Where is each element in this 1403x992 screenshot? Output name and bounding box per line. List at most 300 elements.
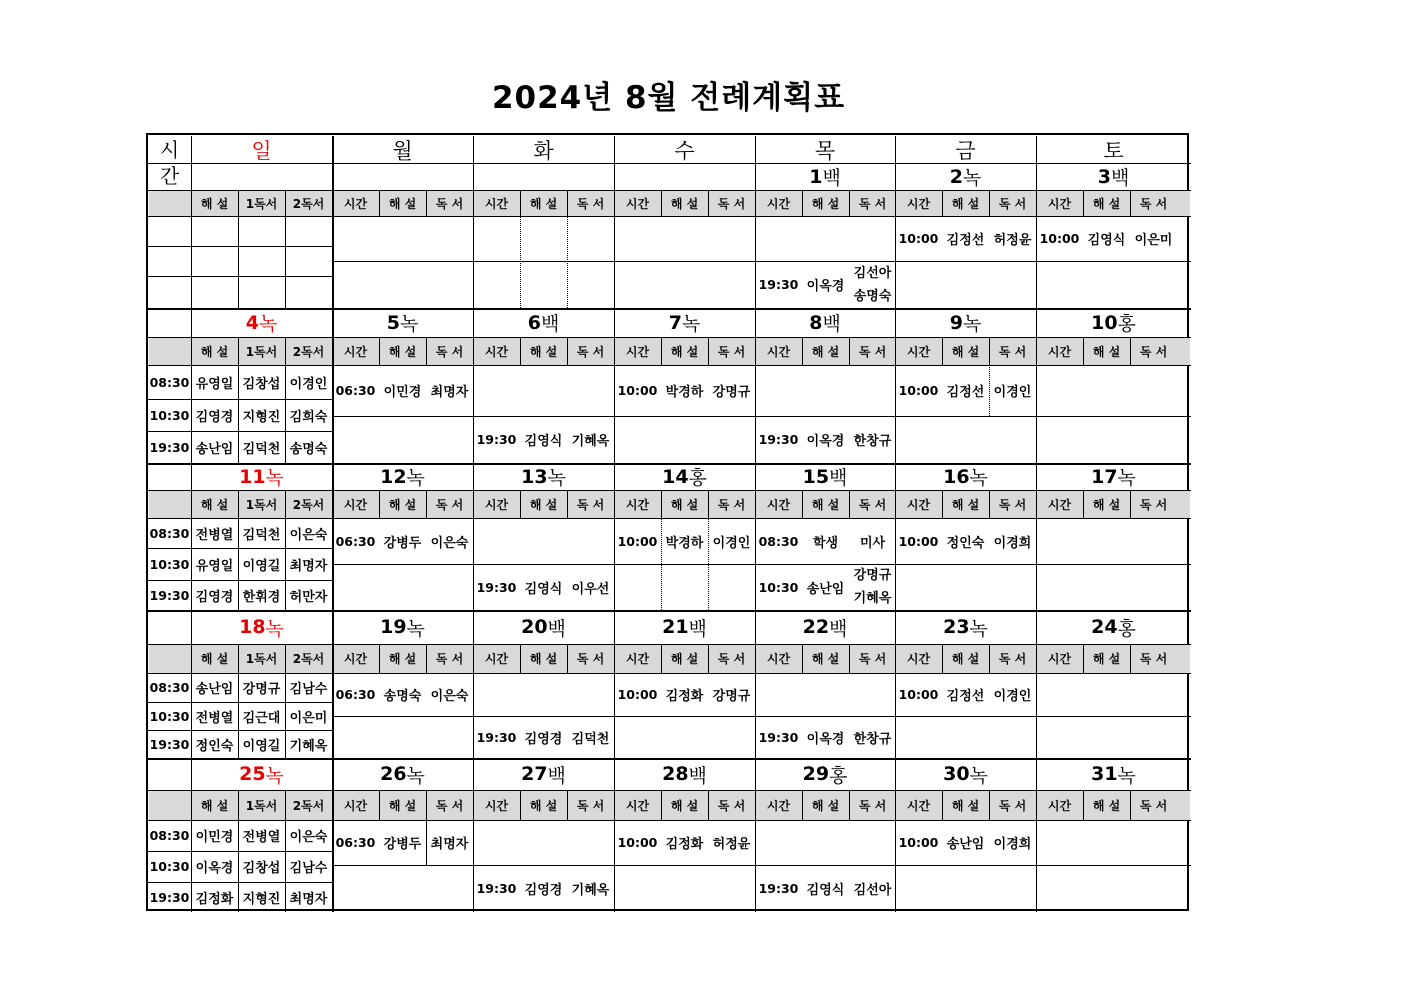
- grid-line: [148, 276, 332, 277]
- weekday-subheader: 독 서: [858, 652, 887, 666]
- weekday-subheader: 해 설: [951, 344, 980, 359]
- weekday-subheader: 독 서: [1139, 344, 1168, 359]
- second-reader: 최명자: [289, 558, 328, 574]
- grid-line: [148, 548, 332, 549]
- grid-line: [148, 610, 1191, 612]
- liturgical-color: 녹: [399, 313, 419, 335]
- weekday-subheader: 시간: [906, 798, 931, 813]
- grid-line: [148, 308, 1191, 310]
- date-number: 5: [386, 311, 400, 334]
- commentator: 김영경: [195, 589, 234, 605]
- commentator: 이옥경: [806, 279, 845, 294]
- date-cell: [332, 308, 473, 337]
- weekday-subheader: 시간: [343, 798, 368, 813]
- reader: 이경인: [993, 689, 1032, 704]
- sunday-subheader: 1독서: [245, 798, 278, 813]
- date-cell: [895, 308, 1036, 337]
- weekday-subheader: 시간: [484, 196, 509, 211]
- mass-time: 19:30: [476, 579, 517, 595]
- mass-time: 10:00: [617, 687, 658, 702]
- reader: 이은미: [1134, 233, 1173, 248]
- mass-time: 19:30: [476, 432, 517, 447]
- sunday-subheader: 1독서: [245, 497, 278, 512]
- grid-line: [989, 365, 990, 416]
- weekday-subheader: 독 서: [1139, 798, 1168, 813]
- date-cell: [332, 758, 473, 790]
- liturgy-schedule-table: [146, 133, 1189, 911]
- commentator: 박경하: [665, 535, 704, 551]
- mass-time: 08:30: [149, 680, 190, 695]
- date-number: 11: [239, 465, 266, 488]
- grid-line: [614, 136, 615, 912]
- mass-time: 08:30: [149, 374, 190, 390]
- liturgical-color: 백: [547, 764, 566, 787]
- commentator: 김정선: [946, 233, 985, 248]
- commentator: 김정화: [195, 891, 234, 907]
- grid-line: [802, 790, 803, 820]
- grid-line: [708, 644, 709, 673]
- date-cell: [191, 758, 332, 790]
- grid-line: [426, 790, 427, 820]
- day-header-4: 목: [814, 138, 836, 163]
- grid-line: [520, 790, 521, 820]
- grid-line: [148, 702, 332, 703]
- reader: 이우선: [571, 581, 610, 597]
- grid-line: [238, 337, 239, 463]
- grid-line: [148, 882, 332, 883]
- weekday-subheader: 해 설: [670, 497, 699, 512]
- date-number: 15: [802, 465, 830, 488]
- weekday-subheader: 독 서: [858, 798, 887, 813]
- grid-line: [661, 337, 662, 365]
- weekday-subheader: 독 서: [858, 196, 887, 211]
- reader: 이은숙: [430, 689, 469, 704]
- day-header-6: 토: [1103, 138, 1124, 163]
- grid-line: [148, 673, 1191, 674]
- grid-line: [332, 716, 1191, 717]
- grid-line: [285, 490, 286, 610]
- grid-line: [942, 644, 943, 673]
- date-number: 2: [949, 165, 963, 188]
- date-number: 28: [662, 763, 689, 785]
- weekday-subheader: 시간: [484, 497, 509, 512]
- page-title: 2024년 8월 전례계획표: [491, 80, 846, 116]
- mass-time: 19:30: [149, 736, 190, 752]
- commentator: 김정화: [665, 689, 704, 704]
- grid-line: [849, 337, 850, 365]
- second-reader: 이은미: [289, 710, 328, 726]
- first-reader: 김덕천: [242, 441, 281, 457]
- grid-line: [148, 580, 332, 581]
- commentator: 김정선: [946, 689, 985, 704]
- sunday-subheader: 1독서: [245, 344, 278, 359]
- weekday-subheader: 독 서: [435, 344, 464, 359]
- grid-line: [1130, 490, 1131, 518]
- weekday-subheader: 해 설: [529, 652, 558, 666]
- grid-line: [661, 190, 662, 216]
- commentator: 송명숙: [383, 689, 422, 704]
- grid-line: [148, 463, 1191, 465]
- grid-line: [567, 790, 568, 820]
- second-reader: 기혜옥: [289, 738, 328, 754]
- grid-line: [1083, 490, 1084, 518]
- sunday-subheader: 해 설: [200, 344, 229, 359]
- liturgical-color: 홍: [1117, 617, 1136, 640]
- reader: 한창규: [853, 434, 892, 449]
- grid-line: [379, 490, 380, 518]
- weekday-subheader: 시간: [625, 798, 650, 813]
- commentator: 전병열: [195, 527, 234, 543]
- date-number: 26: [380, 763, 407, 785]
- weekday-subheader: 시간: [484, 652, 509, 666]
- liturgical-color: 녹: [406, 467, 425, 489]
- date-cell: [191, 463, 332, 490]
- weekday-subheader: 독 서: [435, 652, 464, 666]
- grid-line: [1036, 136, 1037, 912]
- mass-time: 10:00: [898, 835, 939, 850]
- date-number: 1: [809, 165, 823, 188]
- date-cell: [614, 463, 755, 490]
- commentator: 송난임: [946, 837, 985, 852]
- grid-line: [942, 190, 943, 216]
- liturgical-color: 백: [688, 764, 707, 787]
- grid-line: [379, 337, 380, 365]
- second-reader: 송명숙: [289, 441, 328, 457]
- commentator: 이옥경: [806, 731, 845, 747]
- date-cell: [755, 758, 895, 790]
- grid-line: [567, 190, 568, 216]
- commentator: 김영경: [524, 883, 563, 898]
- grid-line: [989, 490, 990, 518]
- mass-time: 19:30: [476, 881, 517, 896]
- grid-line: [148, 190, 1191, 191]
- reader: 기혜옥: [571, 434, 610, 449]
- first-reader: 이영길: [242, 738, 281, 754]
- grid-line: [708, 790, 709, 820]
- mass-time: 10:00: [898, 687, 939, 702]
- weekday-subheader: 시간: [343, 196, 368, 211]
- weekday-subheader: 독 서: [576, 652, 605, 666]
- grid-line: [520, 490, 521, 518]
- weekday-subheader: 독 서: [576, 798, 605, 813]
- liturgical-color: 녹: [962, 167, 982, 189]
- grid-line: [849, 190, 850, 216]
- liturgical-color: 백: [822, 167, 841, 189]
- liturgical-color: 녹: [406, 764, 425, 787]
- commentator: 김정선: [946, 385, 985, 400]
- liturgical-color: 녹: [969, 467, 988, 489]
- grid-line: [1083, 644, 1084, 673]
- mass-time: 10:00: [898, 533, 939, 549]
- sunday-subheader: 해 설: [200, 196, 229, 211]
- commentator: 강병두: [383, 535, 422, 551]
- sunday-subheader: 해 설: [200, 652, 229, 666]
- weekday-subheader: 해 설: [1092, 652, 1121, 666]
- date-number: 16: [943, 465, 970, 488]
- date-number: 22: [802, 616, 830, 638]
- liturgical-color: 녹: [1117, 467, 1136, 489]
- date-cell: [895, 163, 1036, 190]
- date-cell: [473, 308, 614, 337]
- second-reader: 이경인: [289, 376, 328, 392]
- sunday-subheader: 1독서: [245, 196, 278, 211]
- date-number: 13: [521, 465, 548, 488]
- mass-time: 19:30: [149, 587, 190, 603]
- sunday-subheader: 1독서: [245, 652, 278, 666]
- date-cell: [614, 758, 755, 790]
- commentator: 김영식: [524, 434, 563, 449]
- first-reader: 전병열: [242, 830, 281, 845]
- grid-line: [426, 190, 427, 216]
- grid-line: [520, 337, 521, 365]
- reader: 강명규: [712, 385, 751, 400]
- weekday-subheader: 시간: [484, 798, 509, 813]
- date-cell: [332, 610, 473, 644]
- date-cell: [1036, 758, 1191, 790]
- date-number: 18: [239, 616, 266, 638]
- weekday-subheader: 해 설: [1092, 497, 1121, 512]
- reader: 김선아: [853, 883, 892, 898]
- sunday-subheader: 2독서: [292, 196, 325, 211]
- grid-line: [379, 790, 380, 820]
- liturgical-color: 녹: [962, 313, 982, 335]
- grid-line: [1130, 337, 1131, 365]
- weekday-subheader: 독 서: [435, 798, 464, 813]
- weekday-subheader: 독 서: [576, 497, 605, 512]
- reader: [849, 261, 896, 308]
- grid-line: [332, 136, 334, 912]
- grid-line: [148, 246, 332, 247]
- commentator: 송난임: [806, 581, 845, 597]
- sunday-subheader: 해 설: [200, 798, 229, 813]
- date-number: 8: [809, 311, 823, 334]
- date-cell: [755, 308, 895, 337]
- mass-time: 06:30: [335, 383, 376, 398]
- date-number: 14: [662, 465, 689, 488]
- day-header-2: 화: [533, 138, 554, 163]
- date-number: 21: [662, 616, 689, 638]
- date-cell: [1036, 610, 1191, 644]
- reader: 한창규: [853, 731, 892, 747]
- sunday-subheader: 2독서: [292, 344, 325, 359]
- sunday-subheader: 해 설: [200, 497, 229, 512]
- weekday-subheader: 독 서: [998, 196, 1027, 211]
- grid-line: [520, 644, 521, 673]
- weekday-subheader: 시간: [625, 196, 650, 211]
- weekday-subheader: 독 서: [717, 652, 746, 666]
- grid-line: [148, 431, 332, 432]
- weekday-subheader: 해 설: [670, 652, 699, 666]
- date-number: 17: [1091, 465, 1118, 488]
- weekday-subheader: 시간: [766, 196, 791, 211]
- weekday-subheader: 독 서: [1139, 196, 1168, 211]
- date-number: 27: [521, 763, 548, 785]
- grid-line: [849, 644, 850, 673]
- day-header-5: 금: [955, 138, 976, 163]
- grid-line: [332, 865, 1191, 866]
- grid-line: [238, 490, 239, 610]
- weekday-subheader: 시간: [906, 652, 931, 666]
- date-cell: [614, 308, 755, 337]
- grid-line: [148, 820, 1191, 821]
- second-reader: 김희숙: [289, 409, 328, 425]
- grid-line: [332, 564, 1191, 565]
- reader: [849, 564, 896, 610]
- grid-line: [426, 337, 427, 365]
- mass-time: 19:30: [758, 432, 799, 447]
- mass-time: 10:00: [617, 835, 658, 850]
- commentator: 김정화: [665, 837, 704, 852]
- weekday-subheader: 독 서: [998, 798, 1027, 813]
- date-number: 23: [943, 616, 970, 638]
- weekday-subheader: 해 설: [951, 652, 980, 666]
- commentator: 김영식: [1087, 233, 1126, 248]
- weekday-subheader: 해 설: [951, 196, 980, 211]
- weekday-subheader: 해 설: [670, 798, 699, 813]
- commentator: 김영식: [806, 883, 845, 898]
- date-number: 30: [943, 763, 970, 785]
- mass-time: 19:30: [758, 881, 799, 896]
- grid-line: [148, 644, 1191, 645]
- second-reader: 김남수: [289, 682, 328, 697]
- liturgical-color: 녹: [406, 617, 425, 640]
- grid-line: [148, 730, 332, 731]
- date-cell: [614, 163, 755, 190]
- grid-line: [849, 790, 850, 820]
- liturgical-color: 홍: [829, 764, 848, 787]
- sunday-subheader: 2독서: [292, 497, 325, 512]
- grid-line: [661, 644, 662, 673]
- date-cell: [191, 610, 332, 644]
- grid-line: [520, 216, 521, 308]
- grid-line: [379, 190, 380, 216]
- commentator: 이옥경: [806, 434, 845, 449]
- mass-time: 08:30: [149, 525, 190, 541]
- grid-line: [473, 136, 474, 912]
- weekday-subheader: 시간: [766, 497, 791, 512]
- grid-line: [708, 518, 709, 610]
- date-cell: [895, 758, 1036, 790]
- date-cell: [473, 610, 614, 644]
- date-number: 19: [380, 616, 407, 638]
- reader-name: 송명숙: [853, 288, 892, 304]
- weekday-subheader: 독 서: [1139, 652, 1168, 666]
- grid-line: [942, 790, 943, 820]
- grid-line: [1083, 337, 1084, 365]
- weekday-subheader: 해 설: [1092, 196, 1121, 211]
- liturgical-color: 녹: [258, 313, 278, 335]
- weekday-subheader: 해 설: [670, 196, 699, 211]
- sunday-subheader: 2독서: [292, 798, 325, 813]
- first-reader: 한휘경: [242, 589, 281, 605]
- weekday-subheader: 시간: [906, 196, 931, 211]
- weekday-subheader: 독 서: [717, 196, 746, 211]
- commentator: 박경하: [665, 385, 704, 400]
- mass-time: 06:30: [335, 835, 376, 850]
- weekday-subheader: 시간: [343, 344, 368, 359]
- weekday-subheader: 해 설: [811, 196, 840, 211]
- sunday-subheader: 2독서: [292, 652, 325, 666]
- date-number: 24: [1091, 616, 1118, 638]
- date-cell: [332, 463, 473, 490]
- grid-line: [520, 190, 521, 216]
- commentator: 송난임: [195, 441, 234, 457]
- first-reader: 지형진: [242, 891, 281, 907]
- commentator: 전병열: [195, 710, 234, 726]
- date-cell: [755, 463, 895, 490]
- mass-time: 10:30: [149, 407, 190, 423]
- commentator: 유영일: [195, 558, 234, 574]
- weekday-subheader: 시간: [766, 344, 791, 359]
- weekday-subheader: 시간: [766, 798, 791, 813]
- liturgical-color: 백: [829, 617, 848, 640]
- grid-line: [148, 490, 1191, 491]
- weekday-subheader: 해 설: [1092, 344, 1121, 359]
- date-cell: [755, 163, 895, 190]
- weekday-subheader: 시간: [1047, 652, 1072, 666]
- grid-line: [989, 337, 990, 365]
- mass-time: 19:30: [758, 277, 799, 292]
- grid-line: [191, 136, 192, 912]
- grid-line: [567, 337, 568, 365]
- liturgical-color: 녹: [969, 617, 988, 640]
- liturgical-color: 녹: [681, 313, 701, 335]
- grid-line: [1083, 190, 1084, 216]
- weekday-subheader: 독 서: [576, 196, 605, 211]
- date-cell: [473, 163, 614, 190]
- reader: 이경희: [993, 837, 1032, 852]
- date-number: 3: [1097, 165, 1111, 188]
- weekday-subheader: 독 서: [858, 497, 887, 512]
- mass-time: 06:30: [335, 687, 376, 702]
- time-label-char: 간: [159, 164, 180, 188]
- mass-time: 10:00: [898, 231, 939, 246]
- weekday-subheader: 독 서: [576, 344, 605, 359]
- grid-line: [942, 337, 943, 365]
- weekday-subheader: 독 서: [435, 196, 464, 211]
- reader: 김덕천: [571, 731, 610, 747]
- grid-line: [148, 790, 1191, 791]
- reader: 최명자: [430, 385, 469, 400]
- reader: 허정윤: [712, 837, 751, 852]
- reader: 이경희: [993, 535, 1032, 551]
- weekday-subheader: 독 서: [858, 344, 887, 359]
- day-header-3: 수: [674, 138, 695, 163]
- liturgical-color: 녹: [265, 467, 284, 489]
- liturgical-color: 백: [547, 617, 566, 640]
- mass-time: 06:30: [335, 533, 376, 549]
- grid-line: [148, 758, 1191, 760]
- weekday-subheader: 독 서: [998, 497, 1027, 512]
- date-cell: [1036, 463, 1191, 490]
- mass-time: 10:30: [149, 556, 190, 572]
- mass-time: 10:00: [617, 383, 658, 398]
- weekday-subheader: 해 설: [811, 652, 840, 666]
- second-reader: 최명자: [289, 891, 328, 907]
- weekday-subheader: 해 설: [388, 652, 417, 666]
- weekday-subheader: 해 설: [388, 344, 417, 359]
- mass-time: 10:00: [1039, 231, 1080, 246]
- weekday-subheader: 해 설: [670, 344, 699, 359]
- date-number: 10: [1091, 311, 1118, 334]
- commentator: 정인숙: [946, 535, 985, 551]
- date-cell: [755, 610, 895, 644]
- grid-line: [849, 490, 850, 518]
- commentator: 이옥경: [195, 861, 234, 876]
- date-cell: [1036, 308, 1191, 337]
- grid-line: [802, 190, 803, 216]
- grid-line: [238, 216, 239, 308]
